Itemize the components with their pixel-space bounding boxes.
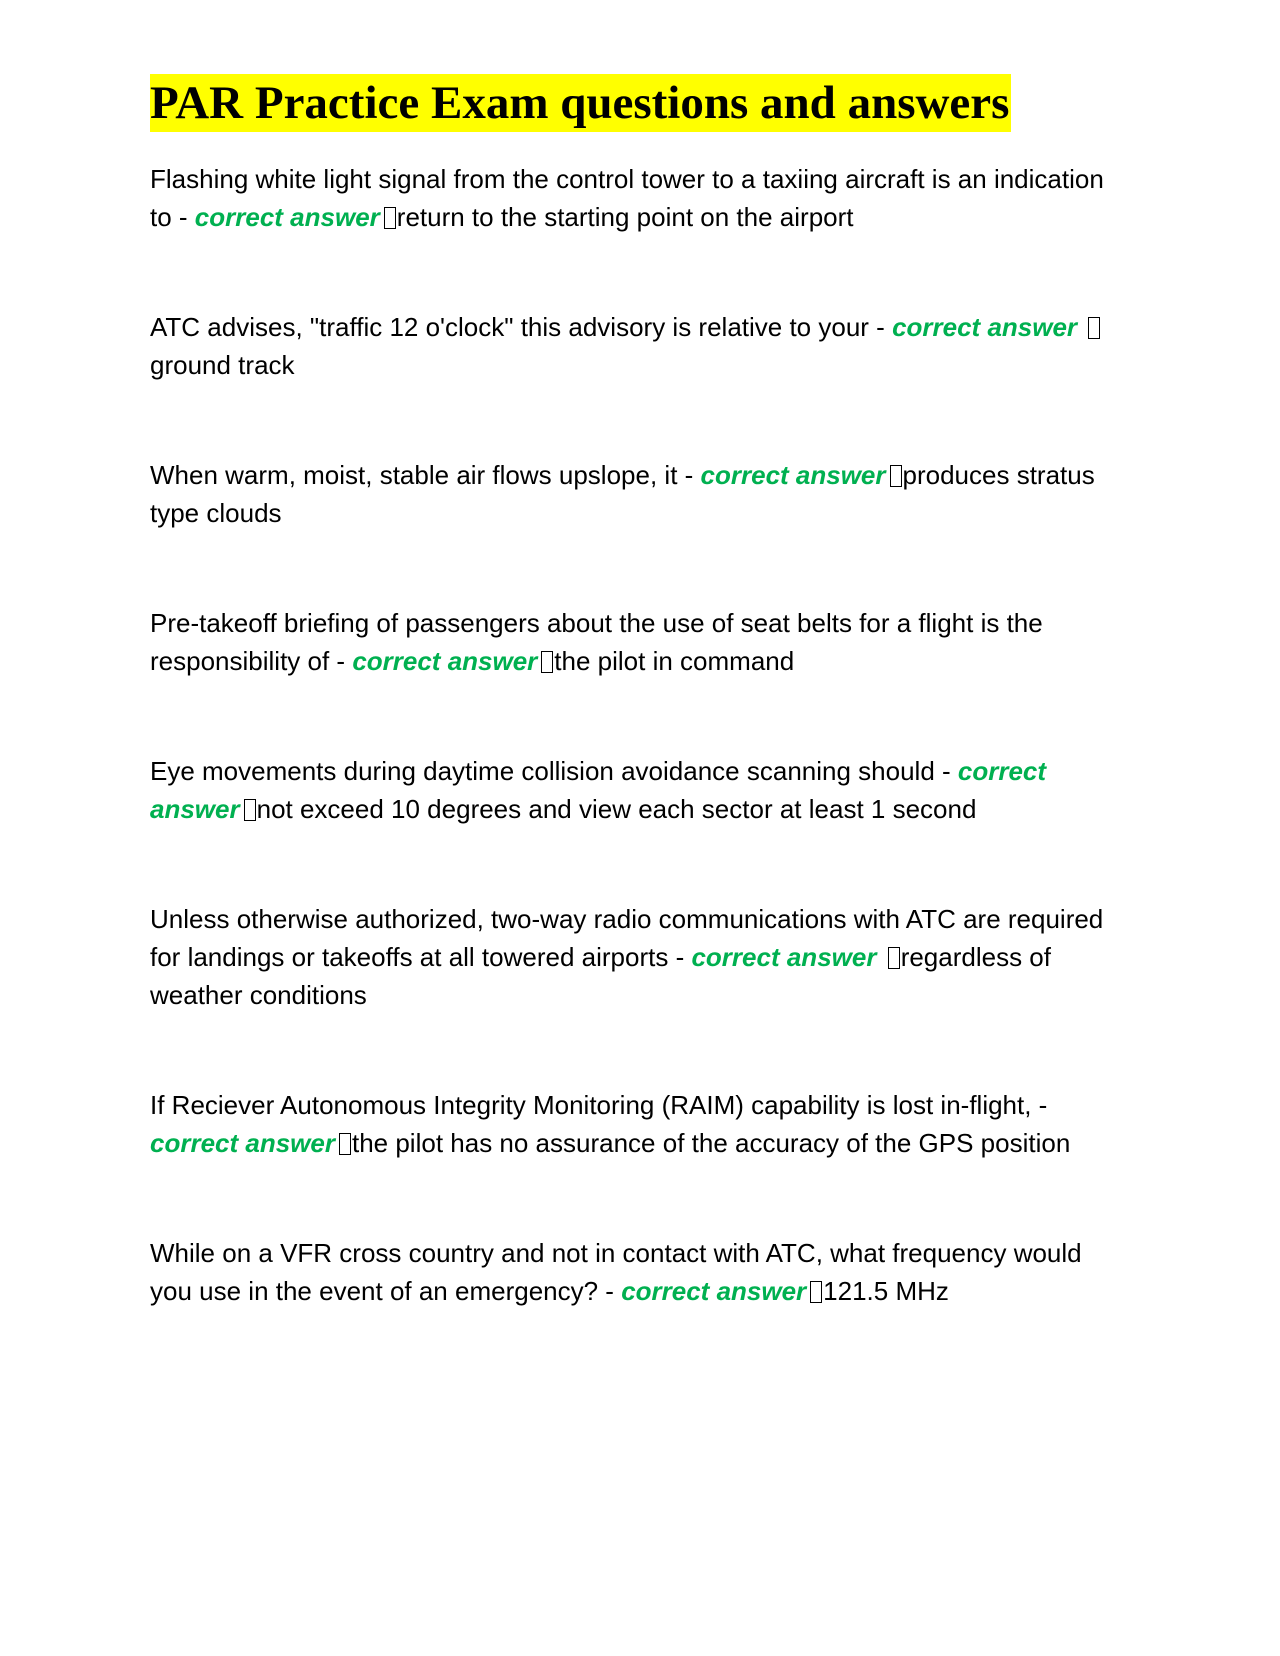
answer-text: ground track [150,350,295,380]
answer-text: produces stratus type clouds [150,460,1095,528]
missing-glyph-box-icon [339,1133,351,1155]
answer-text: the pilot has no assurance of the accuracy of the GPS position [351,1128,1071,1158]
question-text: If Reciever Autonomous Integrity Monitoring (RAIM) capability is lost in-flight, - [150,1090,1048,1120]
document-content [150,74,1150,1382]
missing-glyph-box-icon [888,947,900,969]
question-text: Pre-takeoff briefing of passengers about the use of seat belts for a flight is the responsibility of - [150,608,1043,676]
correct-answer-label: correct answer [621,1276,807,1306]
qa-item [150,1234,1110,1310]
correct-answer-label: correct answer [194,202,380,232]
answer-text: 121.5 MHz [823,1276,949,1306]
question-text: ATC advises, "traffic 12 o'clock" this advisory is relative to your - [150,312,893,342]
question-text: While on a VFR cross country and not in contact with ATC, what frequency would you use in the event of an emergency? - [150,1238,1082,1306]
qa-item [150,1086,1110,1162]
answer-text: regardless of weather conditions [150,942,1051,1010]
question-text: When warm, moist, stable air flows upslope, it - [150,460,701,490]
question-text: Eye movements during daytime collision avoidance scanning should - [150,756,958,786]
correct-answer-label: correct answer [352,646,538,676]
correct-answer-label: correct answer [150,756,1047,824]
answer-text: not exceed 10 degrees and view each sector at least 1 second [256,794,977,824]
answer-text: the pilot in command [554,646,795,676]
missing-glyph-box-icon [244,799,256,821]
qa-item [150,900,1110,1014]
qa-item [150,308,1110,384]
question-text: Unless otherwise authorized, two-way radio communications with ATC are required for landings or takeoffs at all towered airports - [150,904,1104,972]
correct-answer-label: correct answer [691,942,877,972]
missing-glyph-box-icon [810,1281,822,1303]
qa-item [150,456,1110,532]
missing-glyph-box-icon [384,207,396,229]
page-title: PAR Practice Exam questions and answers [150,74,1011,132]
correct-answer-label: correct answer [150,1128,335,1158]
answer-text: return to the starting point on the airport [396,202,854,232]
question-text: Flashing white light signal from the control tower to a taxiing aircraft is an indication to - [150,164,1104,232]
qa-list [150,160,1150,1310]
qa-item [150,604,1110,680]
correct-answer-label: correct answer [892,312,1078,342]
missing-glyph-box-icon [1088,317,1100,339]
missing-glyph-box-icon [890,465,902,487]
correct-answer-label: correct answer [700,460,886,490]
qa-item [150,160,1110,236]
qa-item [150,752,1110,828]
missing-glyph-box-icon [541,651,553,673]
